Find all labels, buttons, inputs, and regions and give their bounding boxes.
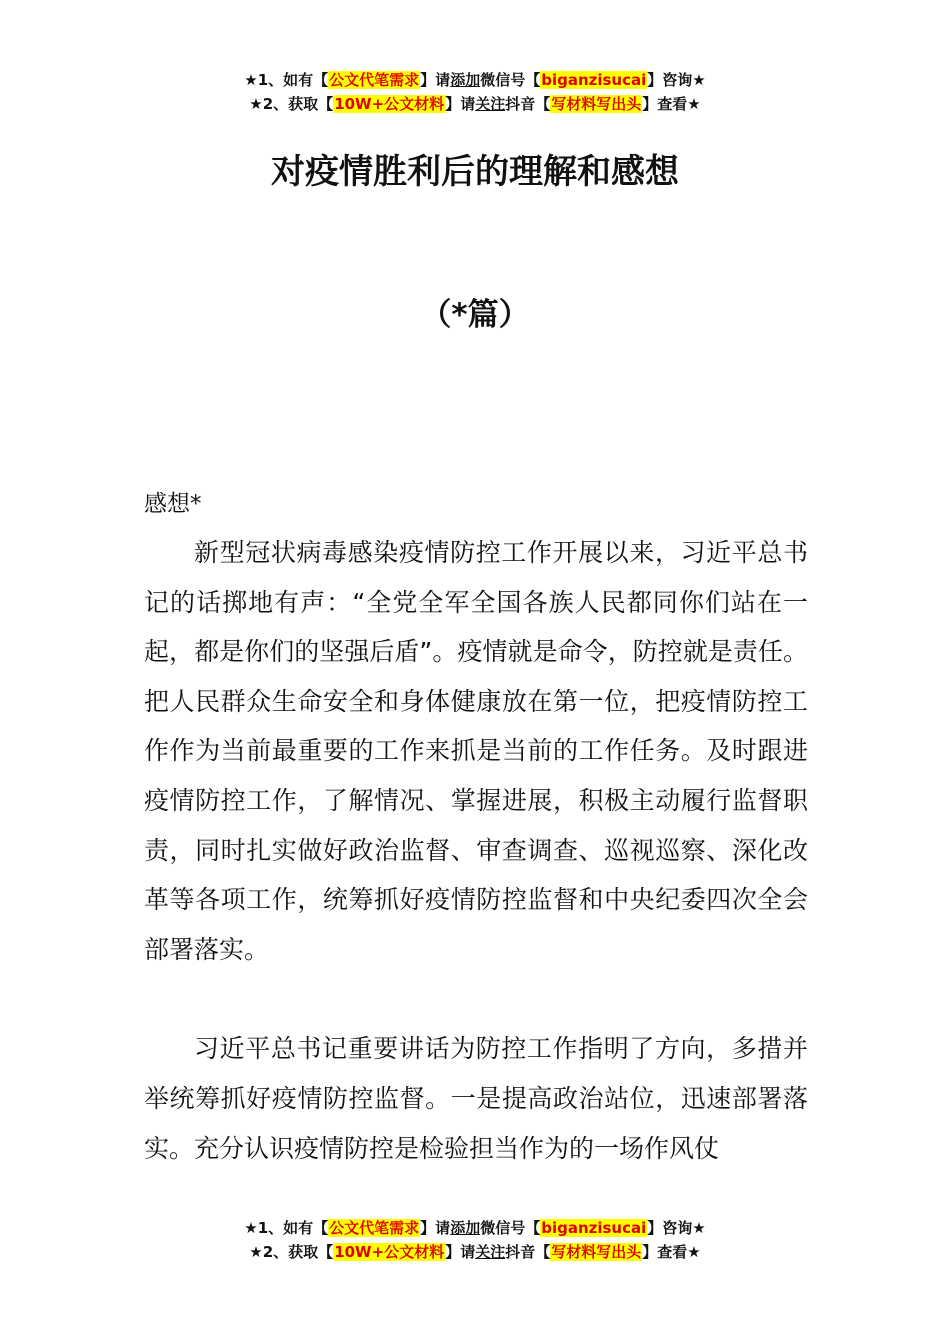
promo-line-1-mid2: 微信号【 [480,71,541,89]
body-paragraph-1: 新型冠状病毒感染疫情防控工作开展以来，习近平总书记的话掷地有声：“全党全军全国各族人民都同你们站在一起，都是你们的坚强后盾”。疫情就是命令，防控就是责任。把人民群众生命安全和身体健康放在第一位，把疫情防控工作作为当前最重要的工作来抓是当前的工作任务。及时跟进疫情防控工作，了解情况、掌握进展，积极主动履行监督职责，同时扎实做好政治监督、审查调查、巡视巡察、深化改革等各项工作，统筹抓好疫情防控监督和中央纪委四次全会部署落实。 [144,538,808,964]
footer-promo-line-2-mid2: 抖音【 [505,1243,551,1261]
promo-line-1-underlined: 添加 [450,71,481,89]
promo-line-1-prefix: ★1、如有【 [244,71,329,89]
promo-line-1 [0,68,950,92]
footer-promo-line-1-highlight-service: 公文代笔需求 [329,1219,420,1237]
document-subtitle: （*篇） [420,297,530,333]
promo-line-1-highlight-service: 公文代笔需求 [329,71,420,89]
header-promo-banner [0,68,950,116]
promo-line-1-suffix: 】咨询★ [647,71,706,89]
footer-promo-line-1 [0,1216,950,1240]
footer-promo-banner [0,1216,950,1264]
footer-promo-line-2-prefix: ★2、获取【 [249,1243,334,1261]
footer-promo-line-2-highlight-douyin-account: 写材料写出头 [551,1243,642,1261]
promo-line-2-highlight-materials: 10W+公文材料 [334,95,445,113]
footer-promo-line-2-highlight-materials: 10W+公文材料 [334,1243,445,1261]
footer-promo-line-1-mid: 】请 [420,1219,451,1237]
footer-promo-line-1-underlined: 添加 [450,1219,481,1237]
promo-line-1-mid: 】请 [420,71,451,89]
footer-promo-line-2-underlined: 关注 [475,1243,506,1261]
footer-promo-line-1-prefix: ★1、如有【 [244,1219,329,1237]
footer-promo-line-1-highlight-wechat-id: biganzisucai [541,1219,647,1237]
promo-line-2-suffix: 】查看★ [642,95,701,113]
document-title: 对疫情胜利后的理解和感想 [271,152,679,192]
section-label: 感想* [144,491,202,517]
promo-line-2-mid: 】请 [445,95,476,113]
promo-line-2-mid2: 抖音【 [505,95,551,113]
promo-line-1-highlight-wechat-id: biganzisucai [541,71,647,89]
promo-line-2-highlight-douyin-account: 写材料写出头 [551,95,642,113]
footer-promo-line-2 [0,1240,950,1264]
footer-promo-line-2-mid: 】请 [445,1243,476,1261]
footer-promo-line-1-suffix: 】咨询★ [647,1219,706,1237]
footer-promo-line-1-mid2: 微信号【 [480,1219,541,1237]
body-paragraph-2: 习近平总书记重要讲话为防控工作指明了方向，多措并举统筹抓好疫情防控监督。一是提高政治站位，迅速部署落实。充分认识疫情防控是检验担当作为的一场作风仗 [144,1034,808,1163]
promo-line-2 [0,92,950,116]
promo-line-2-prefix: ★2、获取【 [249,95,334,113]
footer-promo-line-2-suffix: 】查看★ [642,1243,701,1261]
document-body [144,480,808,1173]
promo-line-2-underlined: 关注 [475,95,506,113]
